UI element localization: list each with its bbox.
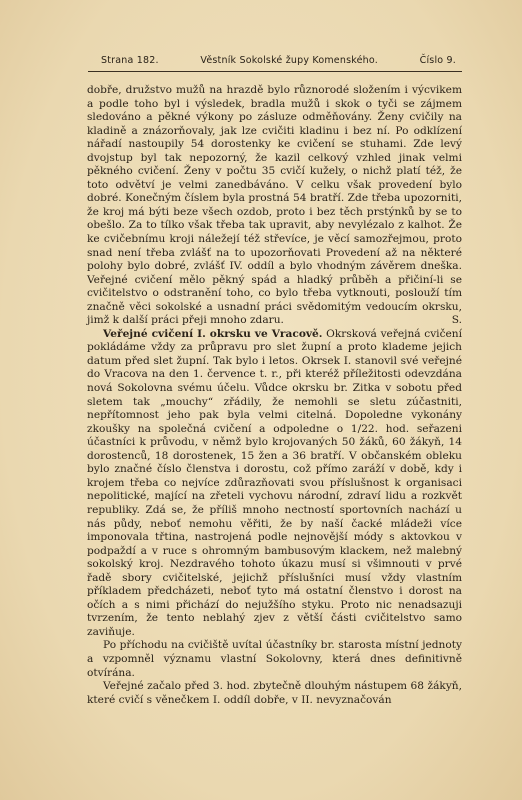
page-number: Strana 182.	[101, 55, 159, 66]
paragraph-text: Okrsková veřejná cvičení pokládáme vždy za průpravu pro slet župní a proto klademe jejich datum před slet župní. Tak bylo i letos. Okrsek I. stanovil své veřejné do Vracova na den 1. července t. r., při kteréž příležitosti odevzdána nová Sokolovna svému účelu. Vůdce okrsku br. Zitka v sobotu před sletem tak „mouchy“ zřádily, že nemohli se sletu zúčastniti, nepřítomnost jeho pak byla velmi citelná. Dopoledne vykonány zkoušky na společná cvičení a odpoledne o 1/22. hod. seřazeni účastníci k průvodu, v němž bylo krojovaných 50 žáků, 60 žákyň, 14 dorostenců, 18 dorostenek, 15 žen a 36 bratří. V občanském obleku bylo značné číslo členstva i dorostu, což přímo zaráží v době, kdy i krojem třeba co nejvíce zdůrazňovati svou příslušnost k organisaci nepolitické, mající na zřeteli vychovu národní, zdraví lidu a rozkvět republiky. Zdá se, že příliš mnoho nectností sportovních nachází u nás půdy, neboť nemohu věřiti, že by naší čacké mládeži více imponovala třtina, nastrojená podle nejnovější módy s aktovkou v podpaždí a v ruce s ohromným bambusovým klackem, než malebný sokolský kroj. Nezdravého tohoto úkazu musí si všimnouti v prvé řadě sbory cvičitelské, jejichž příslušníci musí vždy vlastním příkladem předcházeti, neboť tyto má ostatní členstvo i dorost na očích a s nimi přichází do nejužšího styku. Proto nic nenadsazuji tvrzením, že tento neblahý zjev z větší části cvičitelstvo samo zaviňuje.	[87, 327, 462, 638]
paragraph-text: dobře, družstvo mužů na hrazdě bylo různorodé složením i výcvikem a podle toho byl i výsledek, bradla mužů i skok o tyči se zájmem sledováno a pěkné výkony po zásluze odměňovány. Ženy cvičily na kladině a znázorňovaly, jak lze cvičiti kladinu i bez ní. Po odklízení nářadí nastoupily 54 dorostenky ke cvičení se stuhami. Zde levý dvojstup byl tak nepozorný, že kazil celkový vzhled jinak velmi pěkného cvičení. Ženy v počtu 35 cvičí kužely, o nichž platí též, že toto odvětví je velmi zanedbáváno. V celku však provedení bylo dobré. Konečným číslem byla prostná 54 bratří. Zde třeba upozorniti, že kroj má býti beze všech ozdob, proto i bez těch prstýnků by se to obešlo. Za to tílko však třeba tak upravit, aby nevylézalo z kalhot. Že ke cvičebnímu kroji náležejí též střevíce, je věcí samozřejmou, proto snad není třeba zvlášť na to upozorňovati Provedení až na některé polohy bylo dobré, zvlášť IV. oddíl a bylo vhodným závěrem dneška. Veřejné cvičení mělo pěkný spád a hladký průběh a přičiní-li se cvičitelstvo o odstranění toho, co bylo třeba vytknouti, poslouží tím značně věci sokolské a usnadní práci svědomitým vedoucím okrsku, jimž k další práci přeji mnoho zdaru.	[87, 84, 462, 327]
paragraph-welcome	[87, 639, 462, 680]
section-heading: Veřejné cvičení I. okrsku ve Vracově.	[103, 327, 323, 340]
running-header	[101, 55, 456, 69]
author-signature: S.	[451, 314, 462, 327]
paragraph-program	[87, 680, 462, 707]
journal-title: Věstník Sokolské župy Komenského.	[200, 55, 378, 66]
issue-number: Číslo 9.	[419, 55, 456, 66]
paragraph-text: Po příchodu na cvičiště uvítal účastníky br. starosta místní jednoty a vzpomněl významu vlastní Sokolovny, která dnes definitivně otvírána.	[87, 639, 462, 679]
paragraph-text: Veřejné začalo před 3. hod. zbytečně dlouhým nástupem 68 žákyň, které cvičí s věnečkem I. oddíl dobře, v II. nevyznačován	[87, 680, 462, 706]
paragraph-continuation	[87, 84, 462, 328]
paragraph-vracov	[87, 328, 462, 640]
header-rule	[88, 71, 462, 72]
article-body	[87, 84, 462, 707]
